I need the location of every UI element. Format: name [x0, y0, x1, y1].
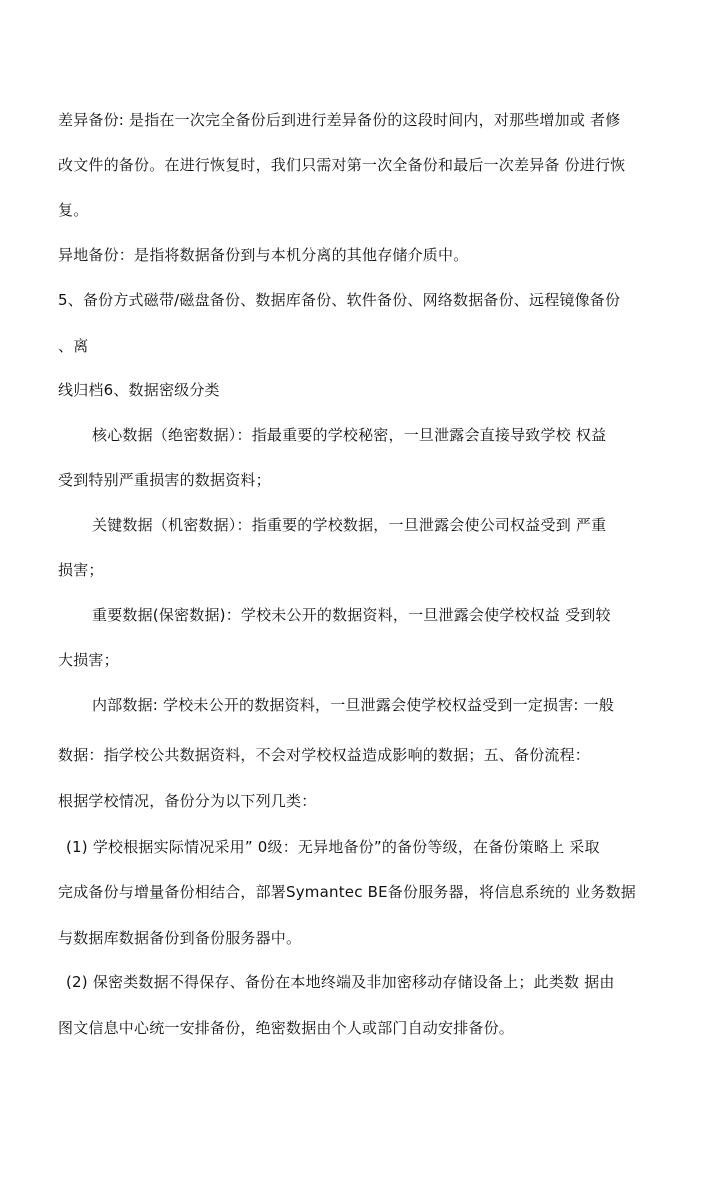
text-line: 数据：指学校公共数据资料，不会对学校权益造成影响的数据；五、备份流程：	[58, 746, 591, 764]
text-line: 损害；	[58, 561, 104, 579]
text-line: 内部数据: 学校未公开的数据资料，一旦泄露会使学校权益受到一定损害: 一般	[92, 696, 615, 714]
text-line: 差异备份: 是指在一次完全备份后到进行差异备份的这段时间内，对那些增加或 者修	[58, 111, 621, 129]
text-line: 关键数据（机密数据）：指重要的学校数据，一旦泄露会使公司权益受到 严重	[92, 516, 607, 534]
text-line: 核心数据（绝密数据）：指最重要的学校秘密，一旦泄露会直接导致学校 权益	[92, 426, 607, 444]
text-line: (2) 保密类数据不得保存、备份在本地终端及非加密移动存储设备上；此类数 据由	[66, 973, 615, 991]
text-line: 受到特别严重损害的数据资料；	[58, 471, 271, 489]
text-line: 大损害；	[58, 651, 119, 669]
text-line: 与数据库数据备份到备份服务器中。	[58, 929, 302, 947]
text-line: 、离	[58, 337, 89, 355]
text-line: 重要数据(保密数据)：学校未公开的数据资料，一旦泄露会使学校权益 受到较	[92, 606, 611, 624]
text-line: 完成备份与增量备份相结合，部署Symantec BE备份服务器，将信息系统的 业务数据	[58, 883, 636, 901]
text-line: 线归档6、数据密级分类	[58, 381, 220, 399]
text-line: 改文件的备份。在进行恢复时，我们只需对第一次全备份和最后一次差异备 份进行恢	[58, 156, 626, 174]
text-line: 复。	[58, 201, 89, 219]
text-line: (1) 学校根据实际情况采用” 0级：无异地备份”的备份等级，在备份策略上 采取	[66, 838, 600, 856]
text-line: 5、备份方式磁带/磁盘备份、数据库备份、软件备份、网络数据备份、远程镜像备份	[58, 291, 621, 309]
text-line: 异地备份：是指将数据备份到与本机分离的其他存储介质中。	[58, 246, 469, 264]
text-line: 根据学校情况，备份分为以下列几类：	[58, 792, 317, 810]
text-line: 图文信息中心统一安排备份，绝密数据由个人或部门自动安排备份。	[58, 1019, 515, 1037]
